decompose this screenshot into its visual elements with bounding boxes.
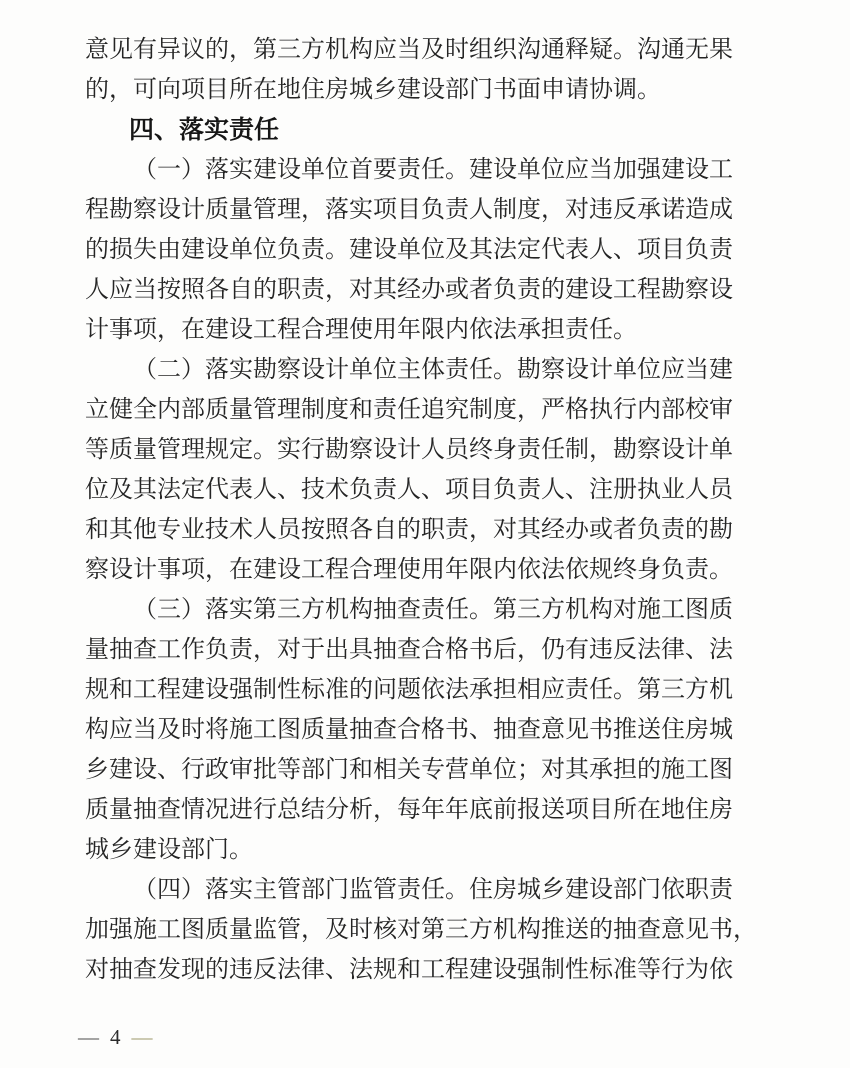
text-line: 察设计事项，在建设工程合理使用年限内依法依规终身负责。 xyxy=(85,557,733,583)
footer-dash-right: — xyxy=(131,1025,154,1049)
text-line: 和其他专业技术人员按照各自的职责，对其经办或者负责的勘 xyxy=(85,517,733,543)
text-line: 的损失由建设单位负责。建设单位及其法定代表人、项目负责 xyxy=(85,237,733,263)
paragraph-first-line: （三）落实第三方机构抽查责任。第三方机构对施工图质 xyxy=(133,597,733,623)
footer-dash-left: — xyxy=(78,1025,100,1049)
paragraph-first-line: （四）落实主管部门监管责任。住房城乡建设部门依职责 xyxy=(133,877,733,903)
text-line: 位及其法定代表人、技术负责人、项目负责人、注册执业人员 xyxy=(85,477,733,503)
text-line: 人应当按照各自的职责，对其经办或者负责的建设工程勘察设 xyxy=(85,277,733,303)
text-line: 的，可向项目所在地住房城乡建设部门书面申请协调。 xyxy=(85,77,661,103)
text-line: 立健全内部质量管理制度和责任追究制度，严格执行内部校审 xyxy=(85,397,733,423)
text-line: 意见有异议的，第三方机构应当及时组织沟通释疑。沟通无果 xyxy=(85,37,733,63)
text-line: 等质量管理规定。实行勘察设计人员终身责任制，勘察设计单 xyxy=(85,437,733,463)
paragraph-first-line: （二）落实勘察设计单位主体责任。勘察设计单位应当建 xyxy=(133,357,733,383)
text-line: 规和工程建设强制性标准的问题依法承担相应责任。第三方机 xyxy=(85,677,733,703)
section-heading: 四、落实责任 xyxy=(129,116,280,144)
paragraph-first-line: （一）落实建设单位首要责任。建设单位应当加强建设工 xyxy=(133,157,733,183)
text-line: 量抽查工作负责，对于出具抽查合格书后，仍有违反法律、法 xyxy=(85,637,733,663)
text-line: 加强施工图质量监管，及时核对第三方机构推送的抽查意见书， xyxy=(85,917,757,943)
text-line: 计事项，在建设工程合理使用年限内依法承担责任。 xyxy=(85,317,637,343)
text-line: 对抽查发现的违反法律、法规和工程建设强制性标准等行为依 xyxy=(85,957,733,983)
text-line: 质量抽查情况进行总结分析，每年年底前报送项目所在地住房 xyxy=(85,797,733,823)
text-line: 构应当及时将施工图质量抽查合格书、抽查意见书推送住房城 xyxy=(85,717,733,743)
page-number: 4 xyxy=(110,1025,122,1049)
text-line: 城乡建设部门。 xyxy=(85,837,253,863)
text-line: 程勘察设计质量管理，落实项目负责人制度，对违反承诺造成 xyxy=(85,197,733,223)
text-line: 乡建设、行政审批等部门和相关专营单位；对其承担的施工图 xyxy=(85,757,733,783)
page-number-footer xyxy=(78,1022,154,1052)
document-body xyxy=(85,30,765,990)
